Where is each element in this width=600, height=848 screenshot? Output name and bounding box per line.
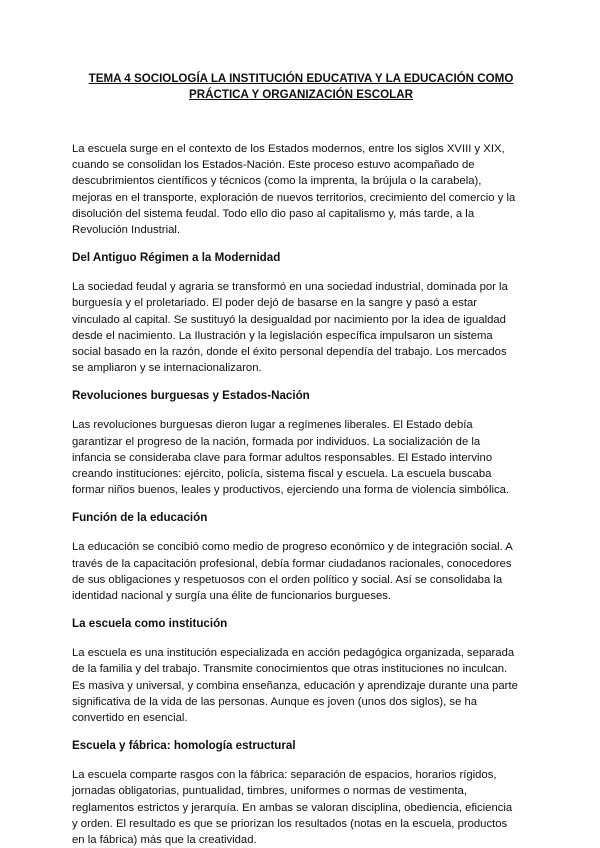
section-paragraph: La escuela comparte rasgos con la fábrica: separación de espacios, horarios rígidos, jornadas obligatorias, puntualidad, timbres, uniformes o normas de vestimenta, reglamentos estrictos y jerarquía. En ambas se valoran disciplina, obediencia, eficiencia y orden. El resultado es que se priorizan los resultados (notas en la escuela, productos en la fábrica) más que la creatividad.	[72, 769, 513, 847]
section-paragraph: Las revoluciones burguesas dieron lugar a regímenes liberales. El Estado debía garantizar el progreso de la nación, formada por individuos. La socialización de la infancia se consideraba clave para formar adultos responsables. El Estado intervino creando instituciones: ejército, policía, sistema fiscal y escuela. La escuela buscaba formar niños buenos, leales y productivos, ejerciendo una forma de violencia simbólica.	[72, 419, 510, 497]
section-heading: Escuela y fábrica: homología estructural	[72, 739, 296, 753]
section-paragraph: La educación se concibió como medio de progreso económico y de integración social. A través de la capacitación profesional, debía formar ciudadanos racionales, conocedores de sus obligaciones y respetuosos con el orden político y social. Así se consolidaba la identidad nacional y surgía una élite de funcionarios burgueses.	[72, 541, 513, 603]
title-line-2: PRÁCTICA Y ORGANIZACIÓN ESCOLAR	[189, 88, 413, 101]
intro-paragraph: La escuela surge en el contexto de los Estados modernos, entre los siglos XVIII y XIX, cuando se consolidan los Estados-Nación. Este proceso estuvo acompañado de descubrimientos científicos y técnicos (como la imprenta, la brújula o la carabela), mejoras en el transporte, exploración de nuevos territorios, crecimiento del comercio y la disolución del sistema feudal. Todo ello dio paso al capitalismo y, más tarde, a la Revolución Industrial.	[72, 143, 516, 237]
section-heading: Del Antiguo Régimen a la Modernidad	[72, 251, 281, 265]
section-heading: Revoluciones burguesas y Estados-Nación	[72, 389, 310, 403]
section-paragraph: La sociedad feudal y agraria se transformó en una sociedad industrial, dominada por la burguesía y el proletariado. El poder dejó de basarse en la sangre y pasó a estar vinculado al capital. Se sustituyó la desigualdad por nacimiento por la idea de igualdad desde el nacimiento. La Ilustración y la legislación específica impulsaron un sistema social basado en la razón, donde el éxito personal dependía del trabajo. Los mercados se ampliaron y se internacionalizaron.	[72, 281, 508, 375]
section-heading: La escuela como institución	[72, 617, 228, 631]
section-heading: Función de la educación	[72, 511, 208, 525]
section-paragraph: La escuela es una institución especializada en acción pedagógica organizada, separada de la familia y del trabajo. Transmite conocimientos que otras instituciones no inculcan. Es masiva y universal, y combina enseñanza, educación y aprendizaje durante una parte significativa de la vida de las personas. Aunque es joven (unos dos siglos), se ha convertido en esencial.	[72, 647, 518, 725]
title-line-1: TEMA 4 SOCIOLOGÍA LA INSTITUCIÓN EDUCATIVA Y LA EDUCACIÓN COMO	[88, 72, 514, 85]
document-title	[82, 71, 520, 103]
